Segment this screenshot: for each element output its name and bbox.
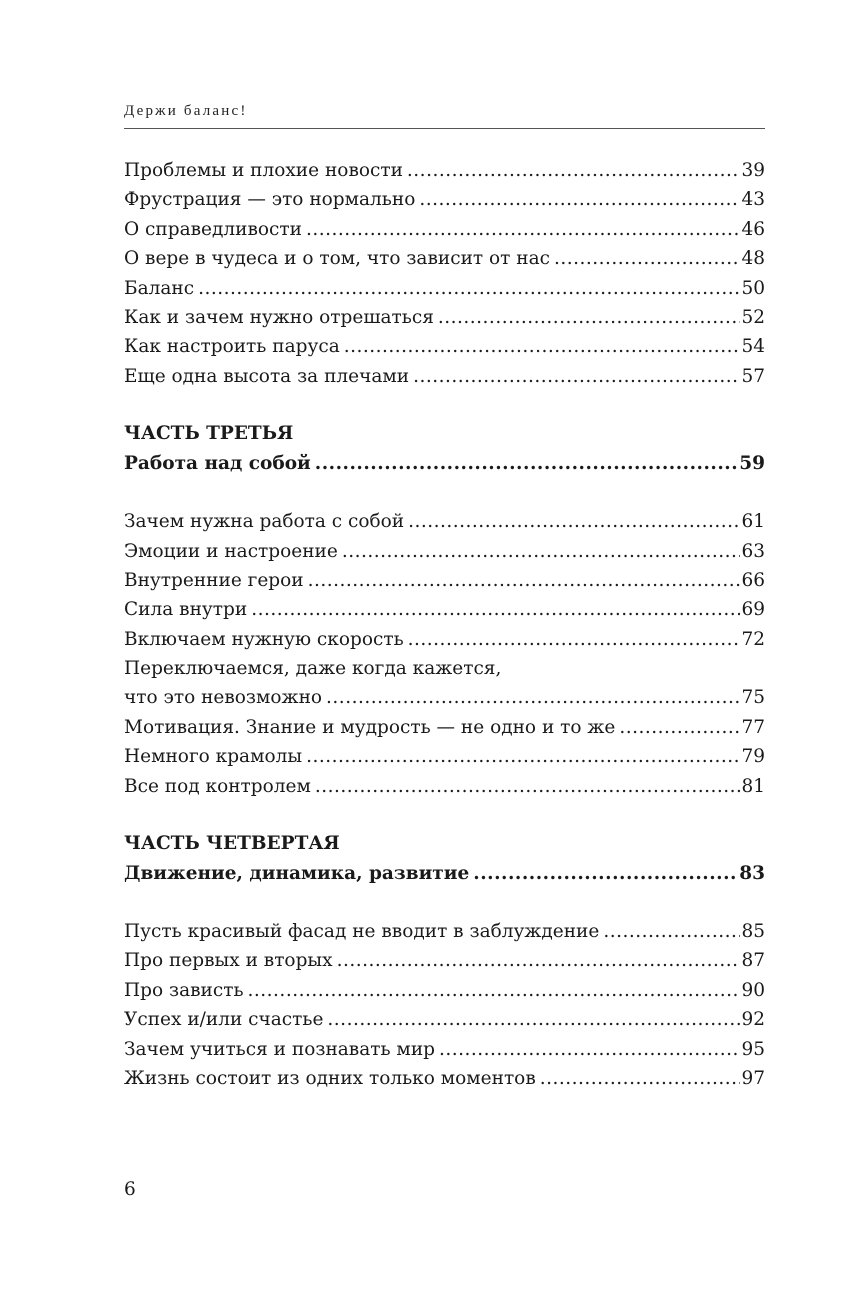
toc-entry-page: 52 bbox=[741, 306, 765, 328]
toc-entry[interactable] bbox=[124, 772, 765, 801]
toc-entry-title: Еще одна высота за плечами bbox=[124, 365, 410, 387]
dot-leader bbox=[473, 859, 738, 889]
toc-section-top bbox=[124, 156, 765, 391]
spacer bbox=[124, 801, 765, 829]
dot-leader bbox=[603, 917, 740, 946]
dot-leader bbox=[419, 185, 740, 214]
dot-leader bbox=[554, 244, 740, 273]
toc-entry[interactable] bbox=[124, 215, 765, 244]
dot-leader bbox=[407, 156, 741, 185]
toc-entry-title: Все под контролем bbox=[124, 775, 311, 797]
toc-entry-page: 92 bbox=[741, 1009, 765, 1031]
toc-entry-page: 39 bbox=[741, 160, 765, 181]
toc-entry-title: О справедливости bbox=[124, 218, 302, 240]
toc-entry[interactable] bbox=[124, 303, 765, 332]
toc-entry-page: 57 bbox=[741, 365, 765, 387]
dot-leader bbox=[306, 742, 740, 771]
dot-leader bbox=[408, 625, 741, 654]
toc-entry-title: Фрустрация — это нормально bbox=[124, 189, 416, 211]
toc-entry-page: 77 bbox=[741, 716, 765, 738]
table-of-contents bbox=[124, 156, 765, 1093]
toc-entry[interactable] bbox=[124, 713, 765, 742]
toc-entry-title: Жизнь состоит из одних только моментов bbox=[124, 1067, 536, 1089]
header-rule bbox=[124, 128, 765, 129]
toc-entry[interactable] bbox=[124, 1035, 765, 1064]
running-head: Держи баланс! bbox=[124, 103, 248, 119]
dot-leader bbox=[306, 215, 741, 244]
dot-leader bbox=[308, 566, 741, 595]
toc-entry-line1[interactable] bbox=[124, 654, 765, 683]
dot-leader bbox=[327, 1005, 740, 1034]
dot-leader bbox=[315, 449, 738, 479]
toc-entry[interactable] bbox=[124, 683, 765, 712]
toc-entry-title: Как настроить паруса bbox=[124, 336, 340, 358]
toc-entry-title: Мотивация. Знание и мудрость — не одно и то же bbox=[124, 716, 616, 738]
toc-entry-page: 66 bbox=[741, 569, 765, 591]
toc-entry[interactable] bbox=[124, 537, 765, 566]
toc-entry-title: О вере в чудеса и о том, что зависит от нас bbox=[124, 248, 550, 270]
toc-entry-title: Сила внутри bbox=[124, 599, 248, 621]
toc-entry[interactable] bbox=[124, 274, 765, 303]
toc-entry[interactable] bbox=[124, 625, 765, 654]
dot-leader bbox=[413, 362, 740, 391]
toc-entry-page: 97 bbox=[741, 1067, 765, 1089]
toc-entry[interactable] bbox=[124, 332, 765, 361]
dot-leader bbox=[619, 713, 740, 742]
toc-entry-title: Зачем учиться и познавать мир bbox=[124, 1038, 435, 1060]
toc-entry-title: что это невозможно bbox=[124, 687, 323, 709]
spacer bbox=[124, 391, 765, 419]
dot-leader bbox=[344, 332, 741, 361]
toc-part-three bbox=[124, 419, 765, 801]
toc-entry[interactable] bbox=[124, 185, 765, 214]
dot-leader bbox=[540, 1064, 741, 1093]
toc-entry[interactable] bbox=[124, 946, 765, 975]
toc-entry-page: 81 bbox=[741, 775, 765, 797]
toc-entry[interactable] bbox=[124, 976, 765, 1005]
page-number: 6 bbox=[124, 1179, 136, 1200]
toc-entry[interactable] bbox=[124, 917, 765, 946]
toc-entry-page: 54 bbox=[741, 336, 765, 358]
dot-leader bbox=[315, 772, 741, 801]
part-label: ЧАСТЬ ТРЕТЬЯ bbox=[124, 423, 294, 445]
toc-entry-page: 61 bbox=[741, 511, 765, 533]
toc-entry-page: 90 bbox=[741, 979, 765, 1001]
toc-entry-page: 75 bbox=[741, 687, 765, 709]
toc-entry-title: Зачем нужна работа с собой bbox=[124, 511, 405, 533]
toc-entry-page: 69 bbox=[741, 599, 765, 621]
toc-entry[interactable] bbox=[124, 742, 765, 771]
toc-entry-title: Включаем нужную скорость bbox=[124, 628, 404, 650]
part-page: 83 bbox=[739, 863, 765, 885]
toc-entry-title: Успех и/или счастье bbox=[124, 1009, 324, 1031]
part-title-entry[interactable] bbox=[124, 449, 765, 479]
toc-entry-title: Немного крамолы bbox=[124, 746, 303, 768]
dot-leader bbox=[439, 1035, 740, 1064]
toc-entry-page: 63 bbox=[741, 540, 765, 562]
toc-entry-page: 72 bbox=[741, 628, 765, 650]
toc-entry-page: 48 bbox=[741, 248, 765, 270]
toc-entry-page: 43 bbox=[741, 189, 765, 211]
toc-entry-title: Проблемы и плохие новости bbox=[124, 160, 403, 181]
toc-entry[interactable] bbox=[124, 1005, 765, 1034]
part-label: ЧАСТЬ ЧЕТВЕРТАЯ bbox=[124, 833, 340, 855]
dot-leader bbox=[198, 274, 740, 303]
toc-entry[interactable] bbox=[124, 507, 765, 536]
part-title: Работа над собой bbox=[124, 453, 311, 475]
toc-entry-title: Про зависть bbox=[124, 979, 244, 1001]
part-title: Движение, динамика, развитие bbox=[124, 863, 470, 885]
toc-entry-title: Переключаемся, даже когда кажется, bbox=[124, 658, 502, 680]
spacer bbox=[124, 889, 765, 917]
toc-entry-title: Как и зачем нужно отрешаться bbox=[124, 306, 434, 328]
toc-entry-title: Про первых и вторых bbox=[124, 950, 333, 972]
toc-entry[interactable] bbox=[124, 595, 765, 624]
toc-entry[interactable] bbox=[124, 362, 765, 391]
toc-entry-title: Внутренние герои bbox=[124, 569, 304, 591]
toc-entry-page: 85 bbox=[741, 921, 765, 943]
spacer bbox=[124, 479, 765, 507]
dot-leader bbox=[342, 537, 741, 566]
toc-entry-page: 87 bbox=[741, 950, 765, 972]
toc-entry-page: 79 bbox=[741, 746, 765, 768]
toc-entry[interactable] bbox=[124, 566, 765, 595]
toc-part-four bbox=[124, 829, 765, 1093]
toc-entry[interactable] bbox=[124, 156, 765, 185]
dot-leader bbox=[438, 303, 741, 332]
toc-entry[interactable] bbox=[124, 1064, 765, 1093]
dot-leader bbox=[248, 976, 741, 1005]
toc-entry-page: 50 bbox=[741, 277, 765, 299]
toc-entry-title: Эмоции и настроение bbox=[124, 540, 338, 562]
part-title-entry[interactable] bbox=[124, 859, 765, 889]
toc-entry-page: 95 bbox=[741, 1038, 765, 1060]
dot-leader bbox=[337, 946, 741, 975]
dot-leader bbox=[408, 507, 740, 536]
dot-leader bbox=[251, 595, 740, 624]
dot-leader bbox=[326, 683, 740, 712]
toc-entry-title: Пусть красивый фасад не вводит в заблуждение bbox=[124, 921, 600, 943]
part-page: 59 bbox=[739, 453, 765, 475]
toc-entry[interactable] bbox=[124, 244, 765, 273]
toc-entry-page: 46 bbox=[741, 218, 765, 240]
toc-entry-title: Баланс bbox=[124, 277, 195, 299]
